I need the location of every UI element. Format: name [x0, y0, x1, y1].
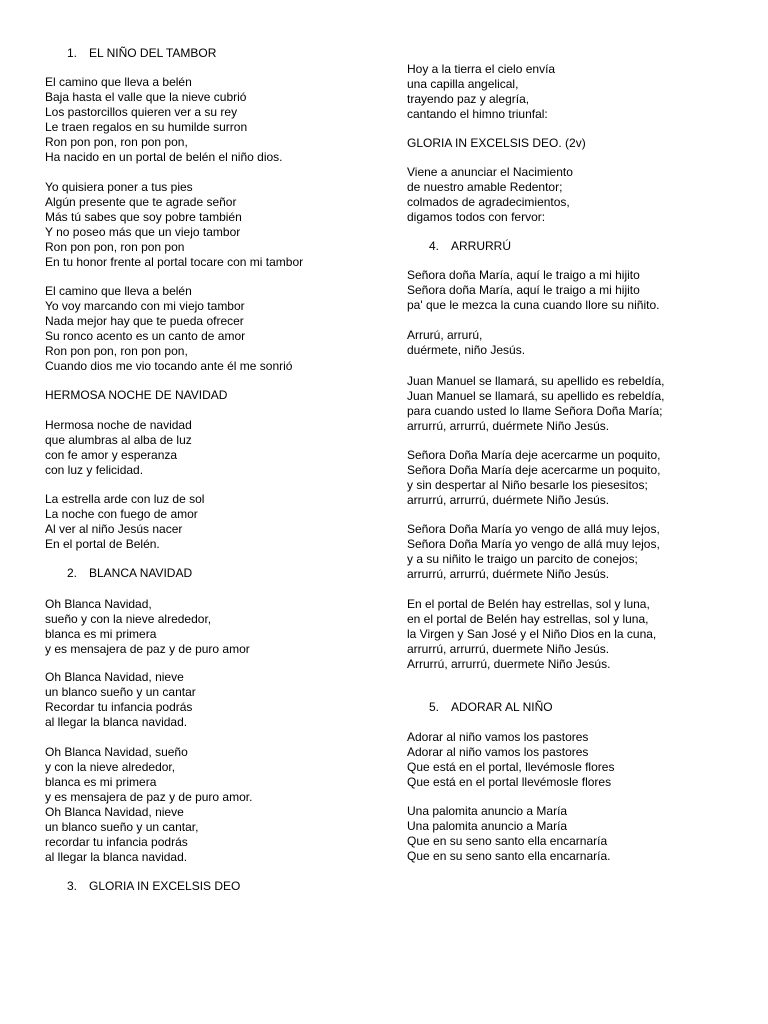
- lyric-line: Le traen regalos en su humilde surron: [45, 120, 248, 134]
- lyric-line: sueño y con la nieve alrededor,: [45, 612, 212, 626]
- lyric-line: Viene a anunciar el Nacimiento: [407, 165, 573, 179]
- lyric-line: Que está en el portal llevémosle flores: [407, 775, 612, 789]
- song-title: GLORIA IN EXCELSIS DEO: [89, 879, 241, 893]
- lyric-line: Ron pon pon, ron pon pon,: [45, 344, 188, 358]
- lyric-line: En el portal de Belén.: [45, 537, 160, 551]
- song-heading: [429, 239, 511, 254]
- lyric-line: Hoy a la tierra el cielo envía: [407, 62, 556, 76]
- lyric-line: con luz y felicidad.: [45, 463, 144, 477]
- lyric-line: Señora Doña María yo vengo de allá muy lejos,: [407, 522, 660, 536]
- lyric-line: de nuestro amable Redentor;: [407, 180, 563, 194]
- lyric-line: arrurrú, arrurrú, duérmete Niño Jesús.: [407, 419, 610, 433]
- lyric-line: Una palomita anuncio a María: [407, 804, 568, 818]
- song-title: ADORAR AL NIÑO: [451, 700, 553, 714]
- lyric-line: Oh Blanca Navidad,: [45, 597, 152, 611]
- lyric-line: colmados de agradecimientos,: [407, 195, 570, 209]
- lyric-line: Una palomita anuncio a María: [407, 819, 568, 833]
- song-heading: [67, 46, 216, 61]
- lyric-line: Algún presente que te agrade señor: [45, 195, 237, 209]
- lyric-line: y es mensajera de paz y de puro amor: [45, 642, 250, 656]
- lyric-line: Que está en el portal, llevémosle flores: [407, 760, 615, 774]
- lyric-line: Señora doña María, aquí le traigo a mi hijito: [407, 268, 640, 282]
- lyric-line: Oh Blanca Navidad, nieve: [45, 805, 184, 819]
- song-title: EL NIÑO DEL TAMBOR: [89, 46, 217, 60]
- song-title: GLORIA IN EXCELSIS DEO. (2v): [407, 136, 586, 150]
- lyric-line: arrurrú, arrurrú, duérmete Niño Jesús.: [407, 567, 610, 581]
- song-number: 1.: [67, 46, 78, 60]
- song-title: HERMOSA NOCHE DE NAVIDAD: [45, 388, 228, 402]
- lyric-line: Ron pon pon, ron pon pon,: [45, 135, 188, 149]
- song-number: 5.: [429, 700, 440, 714]
- lyric-line: cantando el himno triunfal:: [407, 107, 548, 121]
- lyric-line: para cuando usted lo llame Señora Doña María;: [407, 404, 663, 418]
- lyric-line: la Virgen y San José y el Niño Dios en la cuna,: [407, 627, 657, 641]
- lyric-line: Arrurrú, arrurrú, duermete Niño Jesús.: [407, 657, 611, 671]
- lyric-line: Juan Manuel se llamará, su apellido es rebeldía,: [407, 389, 665, 403]
- lyric-line: Baja hasta el valle que la nieve cubrió: [45, 90, 247, 104]
- lyric-line: arrurrú, arrurrú, duermete Niño Jesús.: [407, 642, 610, 656]
- lyric-line: Adorar al niño vamos los pastores: [407, 745, 589, 759]
- song-title: ARRURRÚ: [451, 239, 511, 253]
- lyric-line: recordar tu infancia podrás: [45, 835, 188, 849]
- lyric-line: Su ronco acento es un canto de amor: [45, 329, 246, 343]
- lyric-line: pa' que le mezca la cuna cuando llore su niñito.: [407, 298, 660, 312]
- lyric-line: Nada mejor hay que te pueda ofrecer: [45, 314, 244, 328]
- lyric-line: Ha nacido en un portal de belén el niño dios.: [45, 150, 283, 164]
- lyric-line: En tu honor frente al portal tocare con mi tambor: [45, 255, 304, 269]
- lyric-line: una capilla angelical,: [407, 77, 519, 91]
- lyric-line: al llegar la blanca navidad.: [45, 715, 188, 729]
- lyric-line: y sin despertar al Niño besarle los piesesitos;: [407, 478, 648, 492]
- lyric-line: al llegar la blanca navidad.: [45, 850, 188, 864]
- lyric-line: Oh Blanca Navidad, sueño: [45, 745, 188, 759]
- lyric-line: Cuando dios me vio tocando ante él me sonrió: [45, 359, 293, 373]
- song-title: BLANCA NAVIDAD: [89, 566, 193, 580]
- song-number: 3.: [67, 879, 78, 893]
- lyric-line: Señora Doña María deje acercarme un poquito,: [407, 448, 661, 462]
- lyric-line: El camino que lleva a belén: [45, 284, 192, 298]
- lyric-line: Yo voy marcando con mi viejo tambor: [45, 299, 245, 313]
- lyric-line: un blanco sueño y un cantar,: [45, 820, 199, 834]
- lyric-line: y con la nieve alrededor,: [45, 760, 176, 774]
- lyric-line: En el portal de Belén hay estrellas, sol y luna,: [407, 597, 650, 611]
- lyric-line: arrurrú, arrurrú, duérmete Niño Jesús.: [407, 493, 610, 507]
- lyric-line: Más tú sabes que soy pobre también: [45, 210, 242, 224]
- lyric-line: Arrurú, arrurú,: [407, 328, 483, 342]
- lyric-line: Que en su seno santo ella encarnaría.: [407, 849, 611, 863]
- lyric-line: duérmete, niño Jesús.: [407, 343, 526, 357]
- lyric-line: blanca es mi primera: [45, 627, 157, 641]
- lyric-line: El camino que lleva a belén: [45, 75, 192, 89]
- lyric-line: y a su niñito le traigo un parcito de conejos;: [407, 552, 638, 566]
- lyric-line: Oh Blanca Navidad, nieve: [45, 670, 184, 684]
- lyric-line: Los pastorcillos quieren ver a su rey: [45, 105, 238, 119]
- lyric-line: Que en su seno santo ella encarnaría: [407, 834, 608, 848]
- lyric-line: Hermosa noche de navidad: [45, 418, 192, 432]
- lyric-line: Y no poseo más que un viejo tambor: [45, 225, 241, 239]
- lyric-line: que alumbras al alba de luz: [45, 433, 192, 447]
- song-heading: [67, 566, 192, 581]
- lyric-line: Yo quisiera poner a tus pies: [45, 180, 193, 194]
- lyric-line: La estrella arde con luz de sol: [45, 492, 205, 506]
- song-number: 2.: [67, 566, 78, 580]
- lyric-line: Juan Manuel se llamará, su apellido es rebeldía,: [407, 374, 665, 388]
- lyric-line: trayendo paz y alegría,: [407, 92, 530, 106]
- lyric-line: en el portal de Belén hay estrellas, sol y luna,: [407, 612, 649, 626]
- lyric-line: Recordar tu infancia podrás: [45, 700, 193, 714]
- song-heading: [67, 879, 240, 894]
- lyric-line: Señora Doña María deje acercarme un poquito,: [407, 463, 661, 477]
- song-heading: [429, 700, 553, 715]
- lyric-line: Señora Doña María yo vengo de allá muy lejos,: [407, 537, 660, 551]
- lyric-line: digamos todos con fervor:: [407, 210, 546, 224]
- lyric-line: y es mensajera de paz y de puro amor.: [45, 790, 253, 804]
- song-number: 4.: [429, 239, 440, 253]
- lyric-line: con fe amor y esperanza: [45, 448, 178, 462]
- lyric-line: un blanco sueño y un cantar: [45, 685, 196, 699]
- lyric-line: Adorar al niño vamos los pastores: [407, 730, 589, 744]
- lyric-line: La noche con fuego de amor: [45, 507, 198, 521]
- lyric-line: Ron pon pon, ron pon pon: [45, 240, 185, 254]
- lyric-line: blanca es mi primera: [45, 775, 157, 789]
- lyric-line: Al ver al niño Jesús nacer: [45, 522, 183, 536]
- lyric-line: Señora doña María, aquí le traigo a mi hijito: [407, 283, 640, 297]
